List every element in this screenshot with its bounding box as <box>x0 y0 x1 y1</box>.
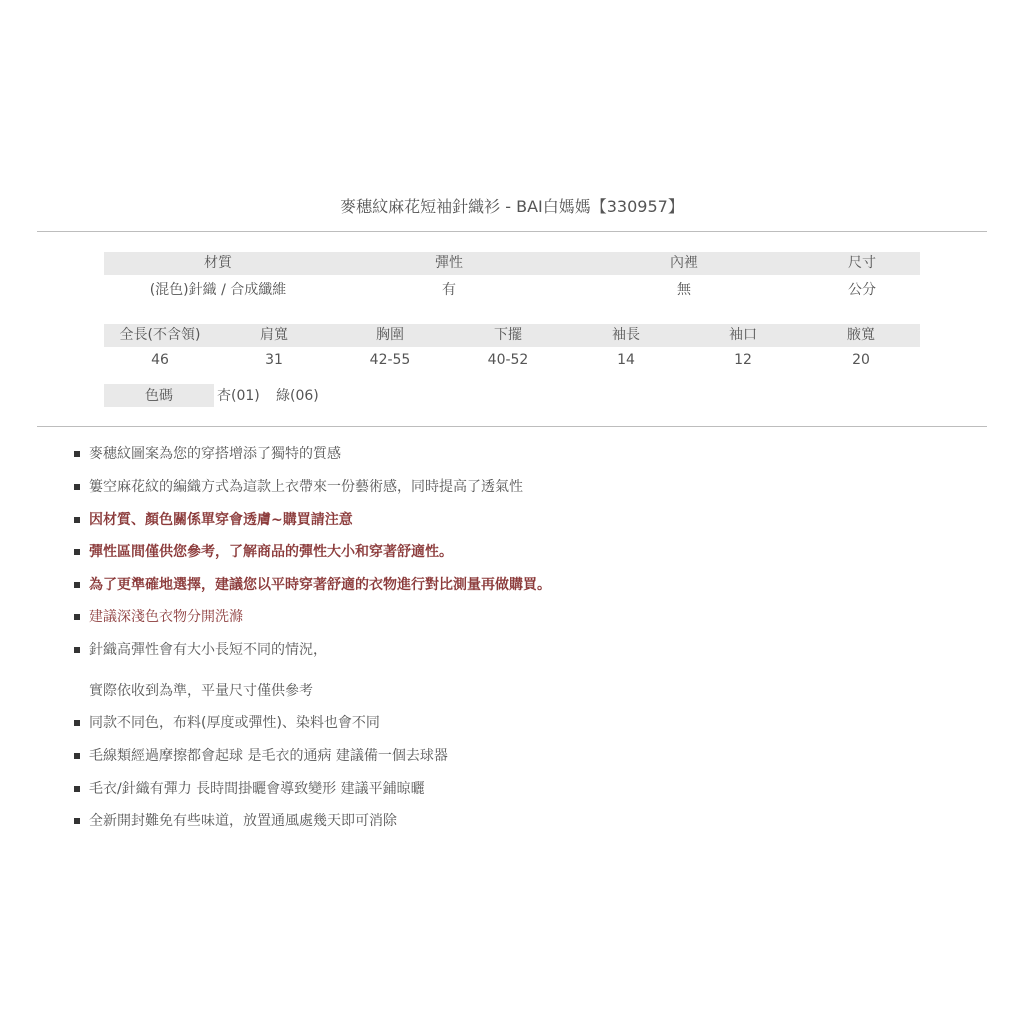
bullet-icon <box>74 720 80 726</box>
bullet-icon <box>74 451 80 457</box>
color-option-apricot: 杏(01) <box>217 388 260 404</box>
divider-top <box>37 231 987 232</box>
size-value-length: 46 <box>151 352 169 368</box>
product-title: 麥穗紋麻花短袖針織衫 - BAI白媽媽【330957】 <box>340 197 684 216</box>
size-value-sleeve-length: 14 <box>617 352 635 368</box>
bullet-icon <box>74 818 80 824</box>
spec-header-material: 材質 <box>204 255 232 271</box>
spec-value-material: (混色)針織 / 合成纖維 <box>149 282 287 298</box>
size-header-shoulder: 肩寬 <box>260 327 288 343</box>
size-value-armpit: 20 <box>852 352 870 368</box>
bullet-icon <box>74 549 80 555</box>
color-label: 色碼 <box>145 388 173 404</box>
size-header-chest: 胸圍 <box>376 327 404 343</box>
bullet-icon <box>74 753 80 759</box>
spec-value-unit: 公分 <box>848 282 876 298</box>
size-header-cuff: 袖口 <box>729 327 757 343</box>
color-option-green: 綠(06) <box>276 388 319 404</box>
bullet-icon <box>74 517 80 523</box>
bullet-icon <box>74 582 80 588</box>
spec-header-unit: 尺寸 <box>848 255 876 271</box>
spec-header-lining: 內裡 <box>670 255 698 271</box>
note-text: 彈性區間僅供您參考，了解商品的彈性大小和穿著舒適性。 <box>89 544 453 560</box>
note-text: 毛線類經過摩擦都會起球 是毛衣的通病 建議備一個去球器 <box>89 748 448 764</box>
spec-header-elasticity: 彈性 <box>435 255 463 271</box>
size-value-shoulder: 31 <box>265 352 283 368</box>
note-text: 毛衣/針織有彈力 長時間掛曬會導致變形 建議平鋪晾曬 <box>89 781 425 797</box>
size-value-hem: 40-52 <box>487 352 529 368</box>
bullet-icon <box>74 647 80 653</box>
note-text: 全新開封難免有些味道，放置通風處幾天即可消除 <box>89 813 397 829</box>
size-header-hem: 下擺 <box>494 327 522 343</box>
size-value-cuff: 12 <box>734 352 752 368</box>
note-text: 為了更準確地選擇，建議您以平時穿著舒適的衣物進行對比測量再做購買。 <box>89 577 551 593</box>
note-continuation-text: 實際依收到為準，平量尺寸僅供參考 <box>89 683 313 699</box>
bullet-icon <box>74 614 80 620</box>
note-text: 針織高彈性會有大小長短不同的情況， <box>89 642 327 658</box>
size-value-chest: 42-55 <box>369 352 411 368</box>
note-text: 建議深淺色衣物分開洗滌 <box>89 609 243 625</box>
size-header-armpit: 腋寬 <box>847 327 875 343</box>
spec-value-lining: 無 <box>677 282 691 298</box>
divider-middle <box>37 426 987 427</box>
bullet-icon <box>74 786 80 792</box>
bullet-icon <box>74 484 80 490</box>
size-header-sleeve-length: 袖長 <box>612 327 640 343</box>
note-text: 麥穗紋圖案為您的穿搭增添了獨特的質感 <box>89 446 341 462</box>
note-text: 因材質、顏色關係單穿會透膚~購買請注意 <box>89 512 353 528</box>
size-header-length: 全長(不含領) <box>119 327 201 343</box>
spec-value-elasticity: 有 <box>442 282 456 298</box>
note-text: 簍空麻花紋的編織方式為這款上衣帶來一份藝術感，同時提高了透氣性 <box>89 479 523 495</box>
note-text: 同款不同色，布料(厚度或彈性)、染料也會不同 <box>89 715 380 731</box>
